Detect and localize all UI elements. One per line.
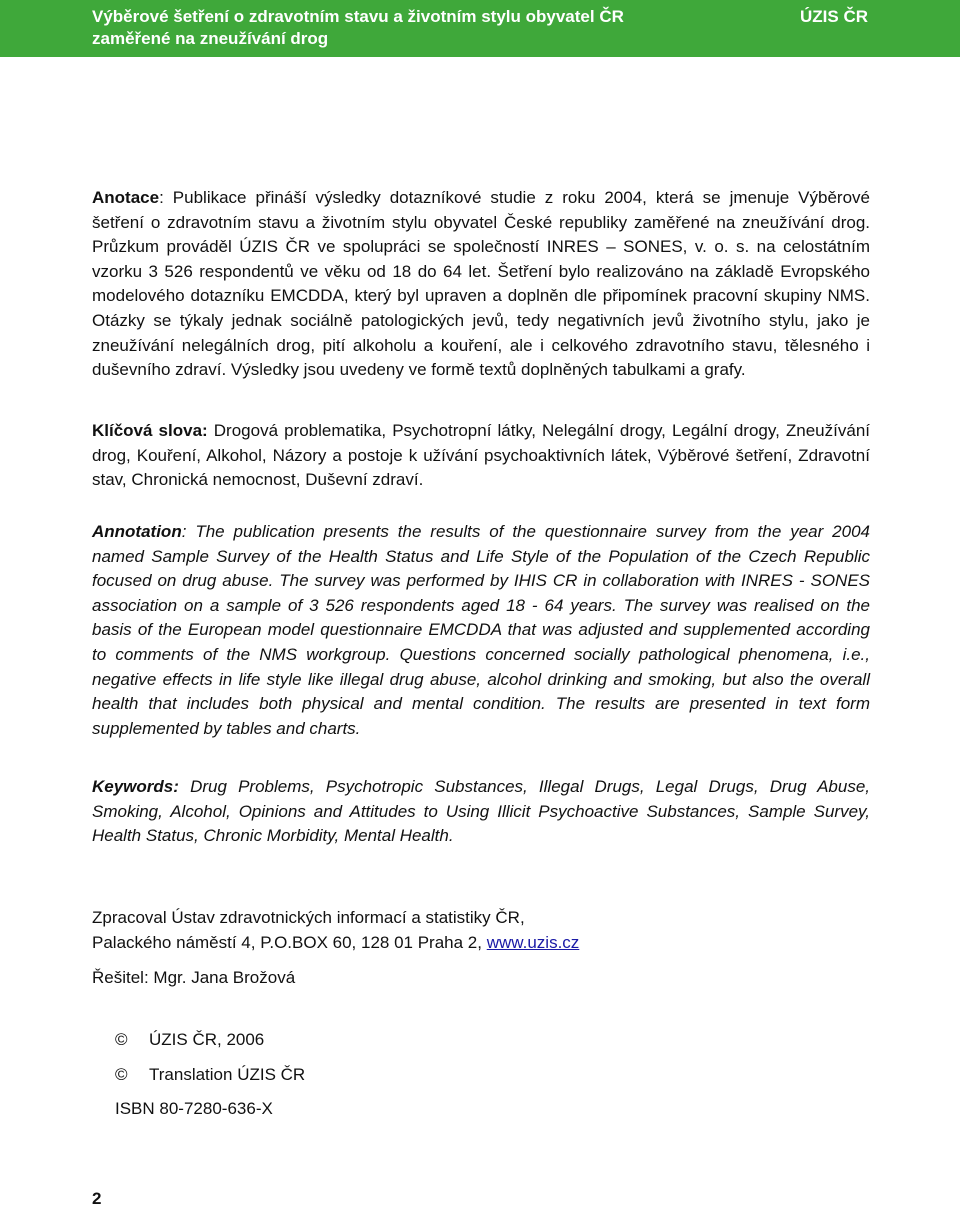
copyright-icon: © [115,1030,128,1049]
annotation-en [92,520,870,741]
annotation-cz-label: Anotace [92,188,160,207]
page-number: 2 [92,1189,102,1208]
keywords-en-label: Keywords: [92,777,179,796]
isbn: ISBN 80-7280-636-X [115,1099,273,1118]
keywords-en [92,775,870,849]
annotation-en-label: Annotation [92,522,182,541]
annotation-cz-text: : Publikace přináší výsledky dotazníkové studie z roku 2004, která se jmenuje Výběrové šetření o zdravotním stavu a životním stylu obyvatel České republiky zaměřené na zneužívání drog. Průzkum prováděl ÚZIS ČR ve spolupráci se společností INRES – SONES, v. o. s. na celostátním vzorku 3 526 respondentů ve věku od 18 do 64 let. Šetření bylo realizováno na základě Evropského modelového dotazníku EMCDDA, který byl upraven a doplněn dle připomínek pracovní skupiny NMS. Otázky se týkaly jednak sociálně patologických jevů, tedy negativních jevů životního stylu, jako je zneužívání nelegálních drog, pití alkoholu a kouření, ale i celkového zdravotního stavu, tělesného i duševního zdraví. Výsledky jsou uvedeny ve formě textů doplněných tabulkami a grafy. [92,188,870,380]
copyright-text2: Translation ÚZIS ČR [149,1065,306,1084]
keywords-cz-text: Drogová problematika, Psychotropní látky, Nelegální drogy, Legální drogy, Zneužívání drog, Kouření, Alkohol, Názory a postoje k užívání psychoaktivních látek, Výběrové šetření, Zdravotní stav, Chronická nemocnost, Duševní zdraví. [92,421,870,490]
annotation-en-text: : The publication presents the results of the questionnaire survey from the year 2004 named Sample Survey of the Health Status and Life Style of the Population of the Czech Republic focused on drug abuse. The survey was performed by IHIS CR in collaboration with INRES - SONES association on a sample of 3 526 respondents aged 18 - 64 years. The survey was realised on the basis of the European model questionnaire EMCDDA that was adjusted and supplemented according to comments of the NMS workgroup. Questions concerned socially pathological phenomena, i.e., negative effects in life style like illegal drug abuse, alcohol drinking and smoking, but also the overall health that includes both physical and mental condition. The results are presented in text form supplemented by tables and charts. [92,522,870,738]
imprint-line1: Zpracoval Ústav zdravotnických informací a statistiky ČR, [92,908,525,927]
header-title-line1: Výběrové šetření o zdravotním stavu a životním stylu obyvatel ČR [92,7,624,26]
imprint-address: Palackého náměstí 4, P.O.BOX 60, 128 01 Praha 2, [92,933,487,952]
copyright-line1 [115,1028,264,1052]
header-org: ÚZIS ČR [800,7,868,26]
header-title [92,6,732,50]
website-link[interactable]: www.uzis.cz [486,933,580,952]
imprint-line2 [92,931,579,955]
copyright-icon: © [115,1065,128,1084]
header-title-line2: zaměřené na zneužívání drog [92,29,329,48]
copyright-line2 [115,1063,305,1087]
annotation-cz [92,186,870,383]
page-header [0,0,960,57]
keywords-cz-label: Klíčová slova: [92,421,208,440]
keywords-en-text: Drug Problems, Psychotropic Substances, Illegal Drugs, Legal Drugs, Drug Abuse, Smoking, Alcohol, Opinions and Attitudes to Using Illicit Psychoactive Substances, Sample Survey, Health Status, Chronic Morbidity, Mental Health. [92,777,870,846]
keywords-cz [92,419,870,493]
copyright-text1: ÚZIS ČR, 2006 [149,1030,265,1049]
imprint-author: Řešitel: Mgr. Jana Brožová [92,968,296,987]
